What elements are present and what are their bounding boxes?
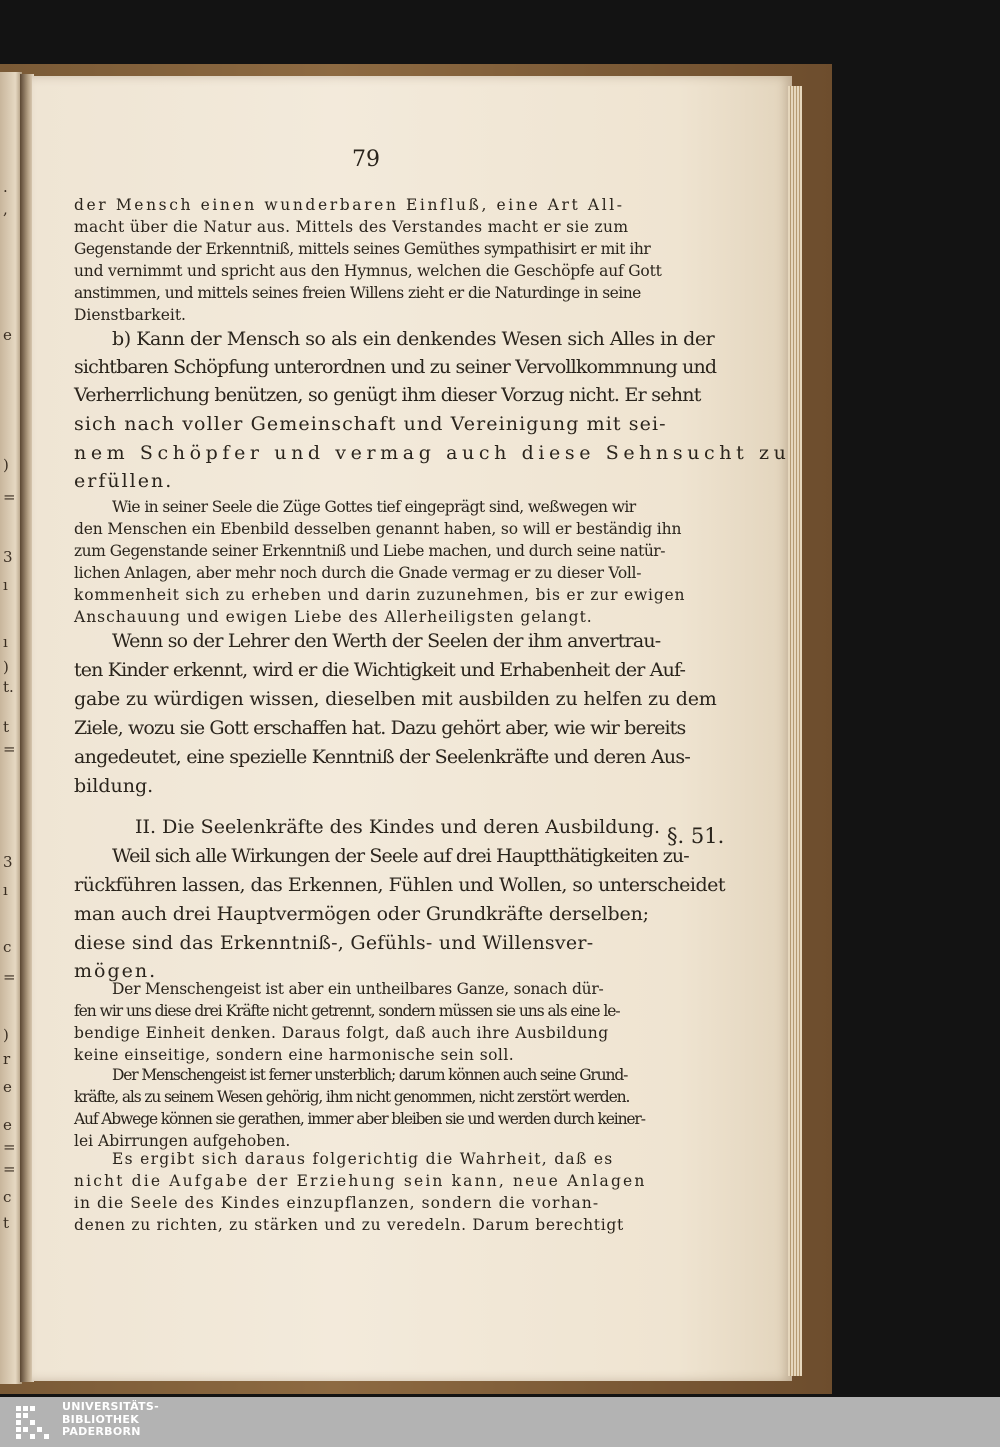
text-line: gabe zu würdigen wissen, dieselben mit ausbilden zu helfen zu dem bbox=[74, 688, 717, 710]
text-line: anstimmen, und mittels seines freien Willens zieht er die Naturdinge in seine bbox=[74, 284, 641, 302]
left-mark: t bbox=[3, 718, 10, 736]
left-mark: = bbox=[3, 488, 16, 506]
left-mark: ı bbox=[3, 576, 8, 594]
text-line: zum Gegenstande seiner Erkenntniß und Liebe machen, und durch seine natür- bbox=[74, 542, 665, 560]
text-line: Anschauung und ewigen Liebe des Allerheiligsten gelangt. bbox=[74, 608, 593, 626]
text-line: denen zu richten, zu stärken und zu veredeln. Darum berechtigt bbox=[74, 1216, 624, 1234]
library-logo-icon bbox=[14, 1404, 54, 1442]
text-line: fen wir uns diese drei Kräfte nicht getrennt, sondern müssen sie uns als eine le- bbox=[74, 1002, 620, 1020]
library-name-line: UNIVERSITÄTS- bbox=[62, 1400, 159, 1413]
left-mark: e bbox=[3, 326, 12, 344]
text-line: bendige Einheit denken. Daraus folgt, daß auch ihre Ausbildung bbox=[74, 1024, 609, 1042]
left-mark: = bbox=[3, 1160, 16, 1178]
text-line: bildung. bbox=[74, 775, 154, 797]
text-line: lei Abirrungen aufgehoben. bbox=[74, 1132, 291, 1150]
text-line: Der Menschengeist ist ferner unsterblich; darum können auch seine Grund- bbox=[112, 1066, 628, 1084]
text-line: Wenn so der Lehrer den Werth der Seelen der ihm anvertrau- bbox=[112, 630, 661, 652]
text-line: b) Kann der Mensch so als ein denkendes Wesen sich Alles in der bbox=[112, 328, 715, 350]
section-heading: II. Die Seelenkräfte des Kindes und deren Ausbildung. bbox=[135, 816, 661, 838]
left-mark: t bbox=[3, 1214, 10, 1232]
left-mark: 3 bbox=[3, 853, 13, 871]
text-line: Wie in seiner Seele die Züge Gottes tief eingeprägt sind, weßwegen wir bbox=[112, 498, 636, 516]
text-line: nem Schöpfer und vermag auch diese Sehnsucht zu bbox=[74, 442, 791, 464]
text-line: kommenheit sich zu erheben und darin zuzunehmen, bis er zur ewigen bbox=[74, 586, 686, 604]
text-line: Der Menschengeist ist aber ein untheilbares Ganze, sonach dür- bbox=[112, 980, 604, 998]
left-mark: 3 bbox=[3, 548, 13, 566]
text-line: der Mensch einen wunderbaren Einfluß, eine Art All- bbox=[74, 196, 625, 214]
left-mark: = bbox=[3, 968, 16, 986]
text-line: Weil sich alle Wirkungen der Seele auf drei Hauptthätigkeiten zu- bbox=[112, 845, 689, 867]
left-mark: e bbox=[3, 1116, 12, 1134]
page-number: 79 bbox=[352, 147, 380, 172]
left-mark: r bbox=[3, 1050, 11, 1068]
left-mark: = bbox=[3, 1138, 16, 1156]
left-mark: . bbox=[3, 178, 8, 196]
left-mark: e bbox=[3, 1078, 12, 1096]
left-mark: t. bbox=[3, 678, 14, 696]
left-mark: c bbox=[3, 938, 12, 956]
text-line: nicht die Aufgabe der Erziehung sein kann, neue Anlagen bbox=[74, 1172, 647, 1190]
text-line: man auch drei Hauptvermögen oder Grundkräfte derselben; bbox=[74, 903, 649, 925]
text-line: lichen Anlagen, aber mehr noch durch die Gnade vermag er zu dieser Voll- bbox=[74, 564, 642, 582]
text-line: und vernimmt und spricht aus den Hymnus, welchen die Geschöpfe auf Gott bbox=[74, 262, 662, 280]
text-line: mögen. bbox=[74, 960, 158, 982]
text-line: Dienstbarkeit. bbox=[74, 306, 186, 324]
text-line: Verherrlichung benützen, so genügt ihm dieser Vorzug nicht. Er sehnt bbox=[74, 384, 701, 406]
library-name bbox=[62, 1401, 159, 1439]
text-line: sich nach voller Gemeinschaft und Vereinigung mit sei- bbox=[74, 413, 667, 435]
text-line: macht über die Natur aus. Mittels des Verstandes macht er sie zum bbox=[74, 218, 629, 236]
margin-section-number: §. 51. bbox=[667, 824, 725, 848]
library-name-line: PADERBORN bbox=[62, 1425, 141, 1438]
left-mark: ) bbox=[3, 456, 9, 474]
text-line: Auf Abwege können sie gerathen, immer aber bleiben sie und werden durch keiner- bbox=[74, 1110, 645, 1128]
left-mark: ı bbox=[3, 881, 8, 899]
text-line: Es ergibt sich daraus folgerichtig die Wahrheit, daß es bbox=[112, 1150, 614, 1168]
left-mark: , bbox=[3, 200, 8, 218]
text-line: rückführen lassen, das Erkennen, Fühlen und Wollen, so unterscheidet bbox=[74, 874, 726, 896]
text-line: sichtbaren Schöpfung unterordnen und zu seiner Vervollkommnung und bbox=[74, 356, 717, 378]
text-line: keine einseitige, sondern eine harmonische sein soll. bbox=[74, 1046, 515, 1064]
text-line: den Menschen ein Ebenbild desselben genannt haben, so will er beständig ihn bbox=[74, 520, 682, 538]
text-line: Ziele, wozu sie Gott erschaffen hat. Dazu gehört aber, wie wir bereits bbox=[74, 717, 686, 739]
left-mark: = bbox=[3, 740, 16, 758]
left-mark: c bbox=[3, 1188, 12, 1206]
left-mark: ) bbox=[3, 1026, 9, 1044]
text-line: Gegenstande der Erkenntniß, mittels seines Gemüthes sympathisirt er mit ihr bbox=[74, 240, 651, 258]
text-line: ten Kinder erkennt, wird er die Wichtigkeit und Erhabenheit der Auf- bbox=[74, 659, 686, 681]
library-name-line: BIBLIOTHEK bbox=[62, 1412, 140, 1426]
text-line: angedeutet, eine spezielle Kenntniß der Seelenkräfte und deren Aus- bbox=[74, 746, 691, 768]
text-line: kräfte, als zu seinem Wesen gehörig, ihm nicht genommen, nicht zerstört werden. bbox=[74, 1088, 630, 1106]
left-mark: ) bbox=[3, 658, 9, 676]
text-line: erfüllen. bbox=[74, 470, 174, 492]
left-mark: ı bbox=[3, 633, 8, 651]
page-edges bbox=[788, 86, 802, 1376]
text-line: diese sind das Erkenntniß-, Gefühls- und Willensver- bbox=[74, 932, 594, 954]
text-line: in die Seele des Kindes einzupflanzen, sondern die vorhan- bbox=[74, 1194, 600, 1212]
